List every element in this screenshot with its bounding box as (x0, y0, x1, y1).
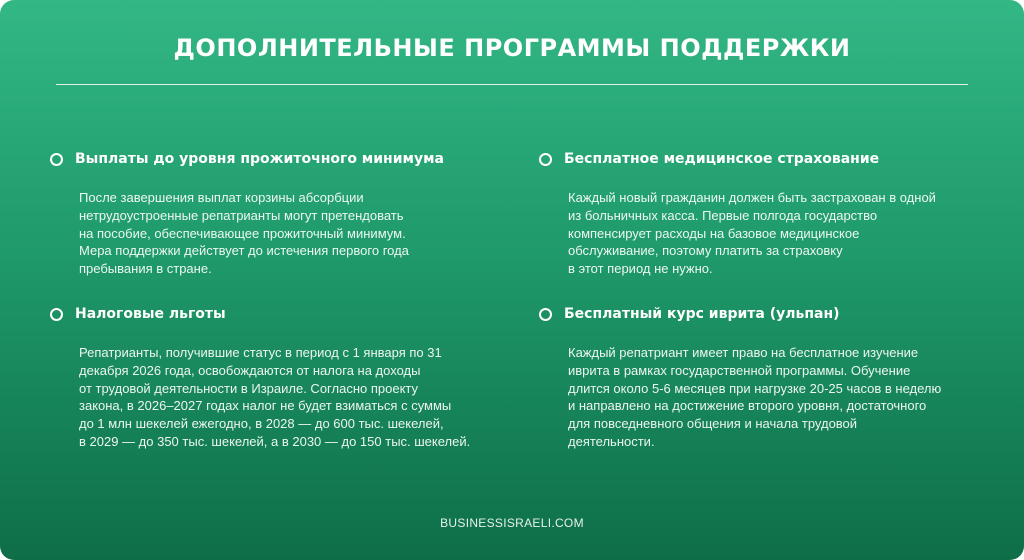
section-text: Каждый новый гражданин должен быть застрахован в одной из больничных касса. Первые полгода государство компенсирует расходы на базовое медицинское обслуживание, поэтому платить за страховку в этот период не нужно. (568, 190, 936, 277)
section-text: Репатрианты, получившие статус в период с 1 января по 31 декабря 2026 года, освобождаются от налога на доходы от трудовой деятельности в Израиле. Согласно проекту закона, в 2026–2027 годах налог не будет взиматься с суммы до 1 млн шекелей ежегодно, в 2028 — до 600 тыс. шекелей, в 2029 — до 350 тыс. шекелей, а в 2030 — до 150 тыс. шекелей. (79, 345, 471, 449)
radio-circle-icon (50, 308, 63, 321)
section-medical-insurance (539, 149, 979, 278)
radio-circle-icon (50, 153, 63, 166)
footer-site-name: BUSINESSISRAELI.COM (440, 516, 584, 530)
section-hebrew-course (539, 304, 979, 451)
section-text: После завершения выплат корзины абсорбции нетрудоустроенные репатрианты могут претендовать на пособие, обеспечивающее прожиточный минимум. Мера поддержки действует до истечения первого года пребывания в стране. (79, 190, 409, 277)
section-title: Налоговые льготы (75, 306, 226, 322)
radio-circle-icon (539, 153, 552, 166)
section-header (539, 304, 979, 324)
page-title: ДОПОЛНИТЕЛЬНЫЕ ПРОГРАММЫ ПОДДЕРЖКИ (173, 34, 851, 62)
section-title: Бесплатное медицинское страхование (564, 151, 880, 167)
section-tax-benefits (50, 304, 490, 451)
section-subsistence-payments (50, 149, 490, 278)
section-title: Выплаты до уровня прожиточного минимума (75, 151, 445, 167)
section-header (50, 149, 490, 169)
radio-circle-icon (539, 308, 552, 321)
section-header (50, 304, 490, 324)
title-divider (56, 84, 968, 85)
section-title: Бесплатный курс иврита (ульпан) (564, 306, 840, 322)
section-text: Каждый репатриант имеет право на бесплатное изучение иврита в рамках государственной программы. Обучение длится около 5-6 месяцев при нагрузке 20-25 часов в неделю и направлено на достижение второго уровня, достаточного для повседневного общения и начала трудовой деятельности. (568, 345, 942, 449)
section-header (539, 149, 979, 169)
